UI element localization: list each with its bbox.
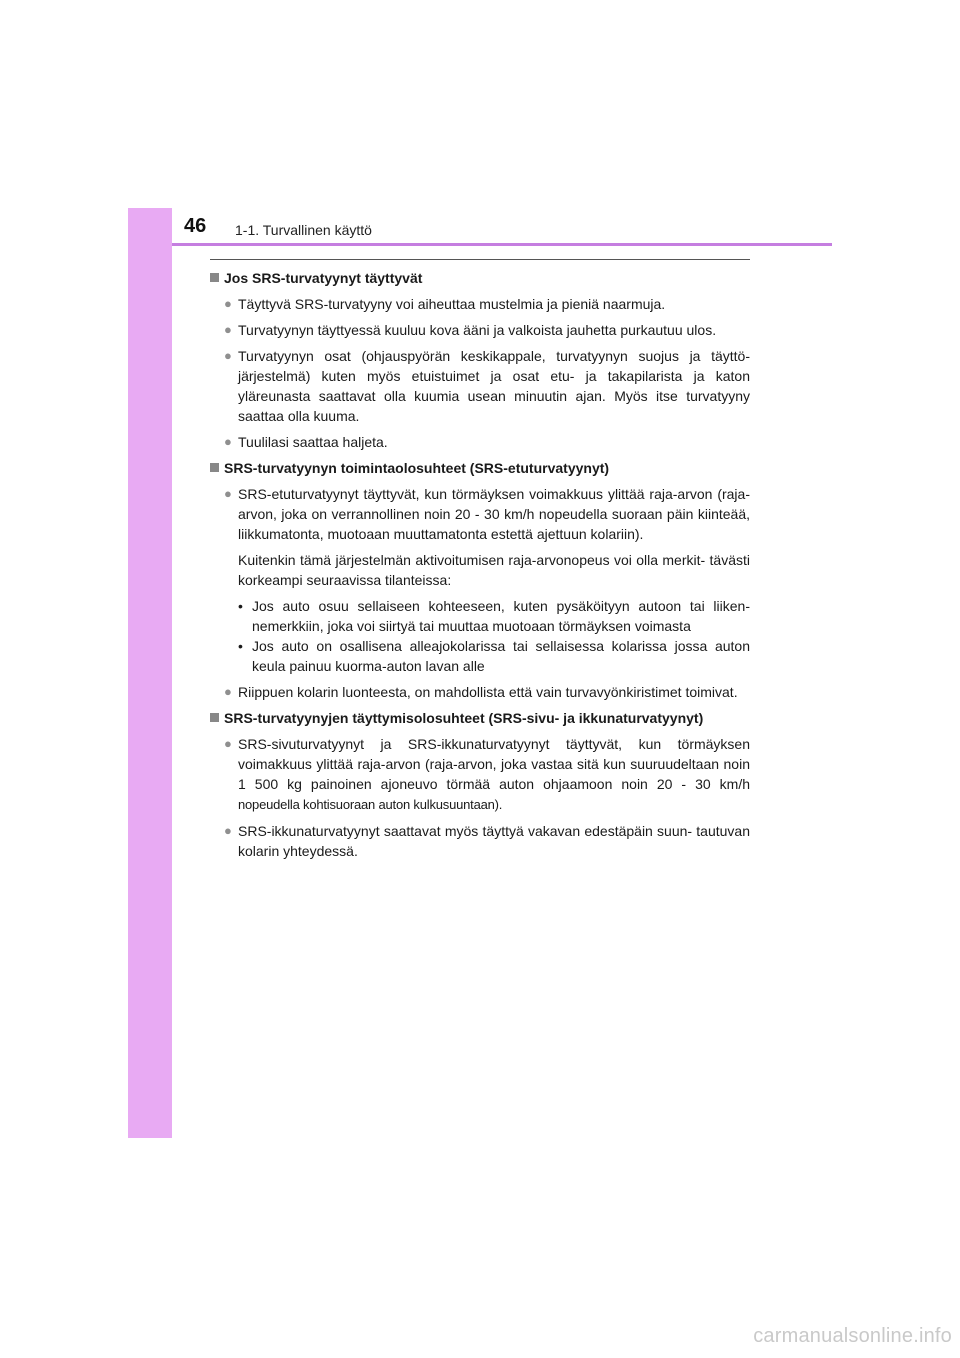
circle-bullet-icon: ● bbox=[224, 296, 232, 311]
sub-list bbox=[210, 596, 750, 676]
circle-bullet-icon: ● bbox=[224, 823, 232, 838]
circle-bullet-icon: ● bbox=[224, 348, 232, 363]
circle-bullet-icon: ● bbox=[224, 322, 232, 337]
list-item-text: SRS-ikkunaturvatyynyt saattavat myös täyttyä vakavan edestäpäin suun- tautuvan kolarin yhteydessä. bbox=[238, 823, 750, 859]
list-item bbox=[224, 734, 750, 815]
list-item bbox=[224, 294, 750, 314]
list-item-text: Riippuen kolarin luonteesta, on mahdollista että vain turvavyönkiristimet toimivat. bbox=[238, 684, 738, 700]
list-item-text: Turvatyynyn täyttyessä kuuluu kova ääni ja valkoista jauhetta purkautuu ulos. bbox=[238, 322, 717, 338]
section-heading bbox=[210, 458, 750, 478]
page-content bbox=[210, 268, 750, 867]
list-item bbox=[224, 346, 750, 426]
sub-list-item-text: Jos auto osuu sellaiseen kohteeseen, kuten pysäköityyn autoon tai liiken- nemerkkiin, joka voi siirtyä tai muuttaa muotoaan törmäyksen voimasta bbox=[252, 598, 750, 634]
square-bullet-icon bbox=[210, 273, 219, 282]
page-number: 46 bbox=[184, 215, 207, 237]
dot-marker-icon: • bbox=[238, 638, 243, 654]
header-divider bbox=[172, 243, 832, 246]
list-item-text: SRS-etuturvatyynyt täyttyvät, kun törmäyksen voimakkuus ylittää raja-arvon (raja-arvon, joka on verrannollinen noin 20 - 30 km/h nopeudella suoraan päin kiinteää, liikkumatonta, muotoaan muuttamatonta estettä ajettuun kolariin). bbox=[238, 486, 750, 542]
sub-list-item bbox=[238, 636, 750, 676]
circle-bullet-icon: ● bbox=[224, 434, 232, 449]
list-item bbox=[224, 432, 750, 452]
list-item bbox=[224, 484, 750, 544]
dot-marker-icon: • bbox=[238, 598, 243, 614]
list-item bbox=[224, 320, 750, 340]
sub-list-item bbox=[238, 596, 750, 636]
circle-bullet-icon: ● bbox=[224, 736, 232, 751]
list-item-text-main: SRS-sivuturvatyynyt ja SRS-ikkunaturvatyynyt täyttyvät, kun törmäyksen voimakkuus ylittää raja-arvon (raja-arvon, joka vastaa sitä kun suuruudeltaan noin 1 500 kg painoinen ajoneuvo törmää auton ohjaamoon noin 20 - 30 km/h bbox=[238, 736, 750, 792]
chapter-title: 1-1. Turvallinen käyttö bbox=[235, 222, 372, 238]
watermark: carmanualsonline.info bbox=[753, 1325, 952, 1347]
list-item-text-tail: nopeudella kohtisuoraan auton kulkusuuntaan). bbox=[238, 797, 503, 812]
chapter-sidebar-strip bbox=[128, 208, 172, 1138]
sub-list-item-text: Jos auto on osallisena alleajokolarissa tai sellaisessa kolarissa jossa auton keula painuu kuorma-auton lavan alle bbox=[252, 638, 750, 674]
circle-bullet-icon: ● bbox=[224, 486, 232, 501]
list-item-text: Tuulilasi saattaa haljeta. bbox=[238, 434, 388, 450]
list-item-text bbox=[238, 734, 750, 815]
square-bullet-icon bbox=[210, 463, 219, 472]
section-heading-text: SRS-turvatyynyn toimintaolosuhteet (SRS-etuturvatyynyt) bbox=[224, 460, 610, 476]
list-item-text: Täyttyvä SRS-turvatyyny voi aiheuttaa mustelmia ja pieniä naarmuja. bbox=[238, 296, 666, 312]
section-heading-text: Jos SRS-turvatyynyt täyttyvät bbox=[224, 270, 423, 286]
section-divider bbox=[210, 259, 750, 260]
list-item-text: Turvatyynyn osat (ohjauspyörän keskikappale, turvatyynyn suojus ja täyttö- järjestelmä) kuten myös etuistuimet ja osat etu- ja takapilarista ja katon yläreunasta saattavat olla kuumia usean minuutin ajan. Myös itse turvatyyny saattaa olla kuuma. bbox=[238, 348, 750, 424]
list-item bbox=[224, 682, 750, 702]
section-heading bbox=[210, 268, 750, 288]
section-heading bbox=[210, 708, 750, 728]
square-bullet-icon bbox=[210, 713, 219, 722]
circle-bullet-icon: ● bbox=[224, 684, 232, 699]
paragraph: Kuitenkin tämä järjestelmän aktivoitumisen raja-arvonopeus voi olla merkit- tävästi korkeampi seuraavissa tilanteissa: bbox=[238, 552, 750, 588]
list-item bbox=[224, 821, 750, 861]
section-heading-text: SRS-turvatyynyjen täyttymisolosuhteet (SRS-sivu- ja ikkunaturvatyynyt) bbox=[224, 710, 704, 726]
